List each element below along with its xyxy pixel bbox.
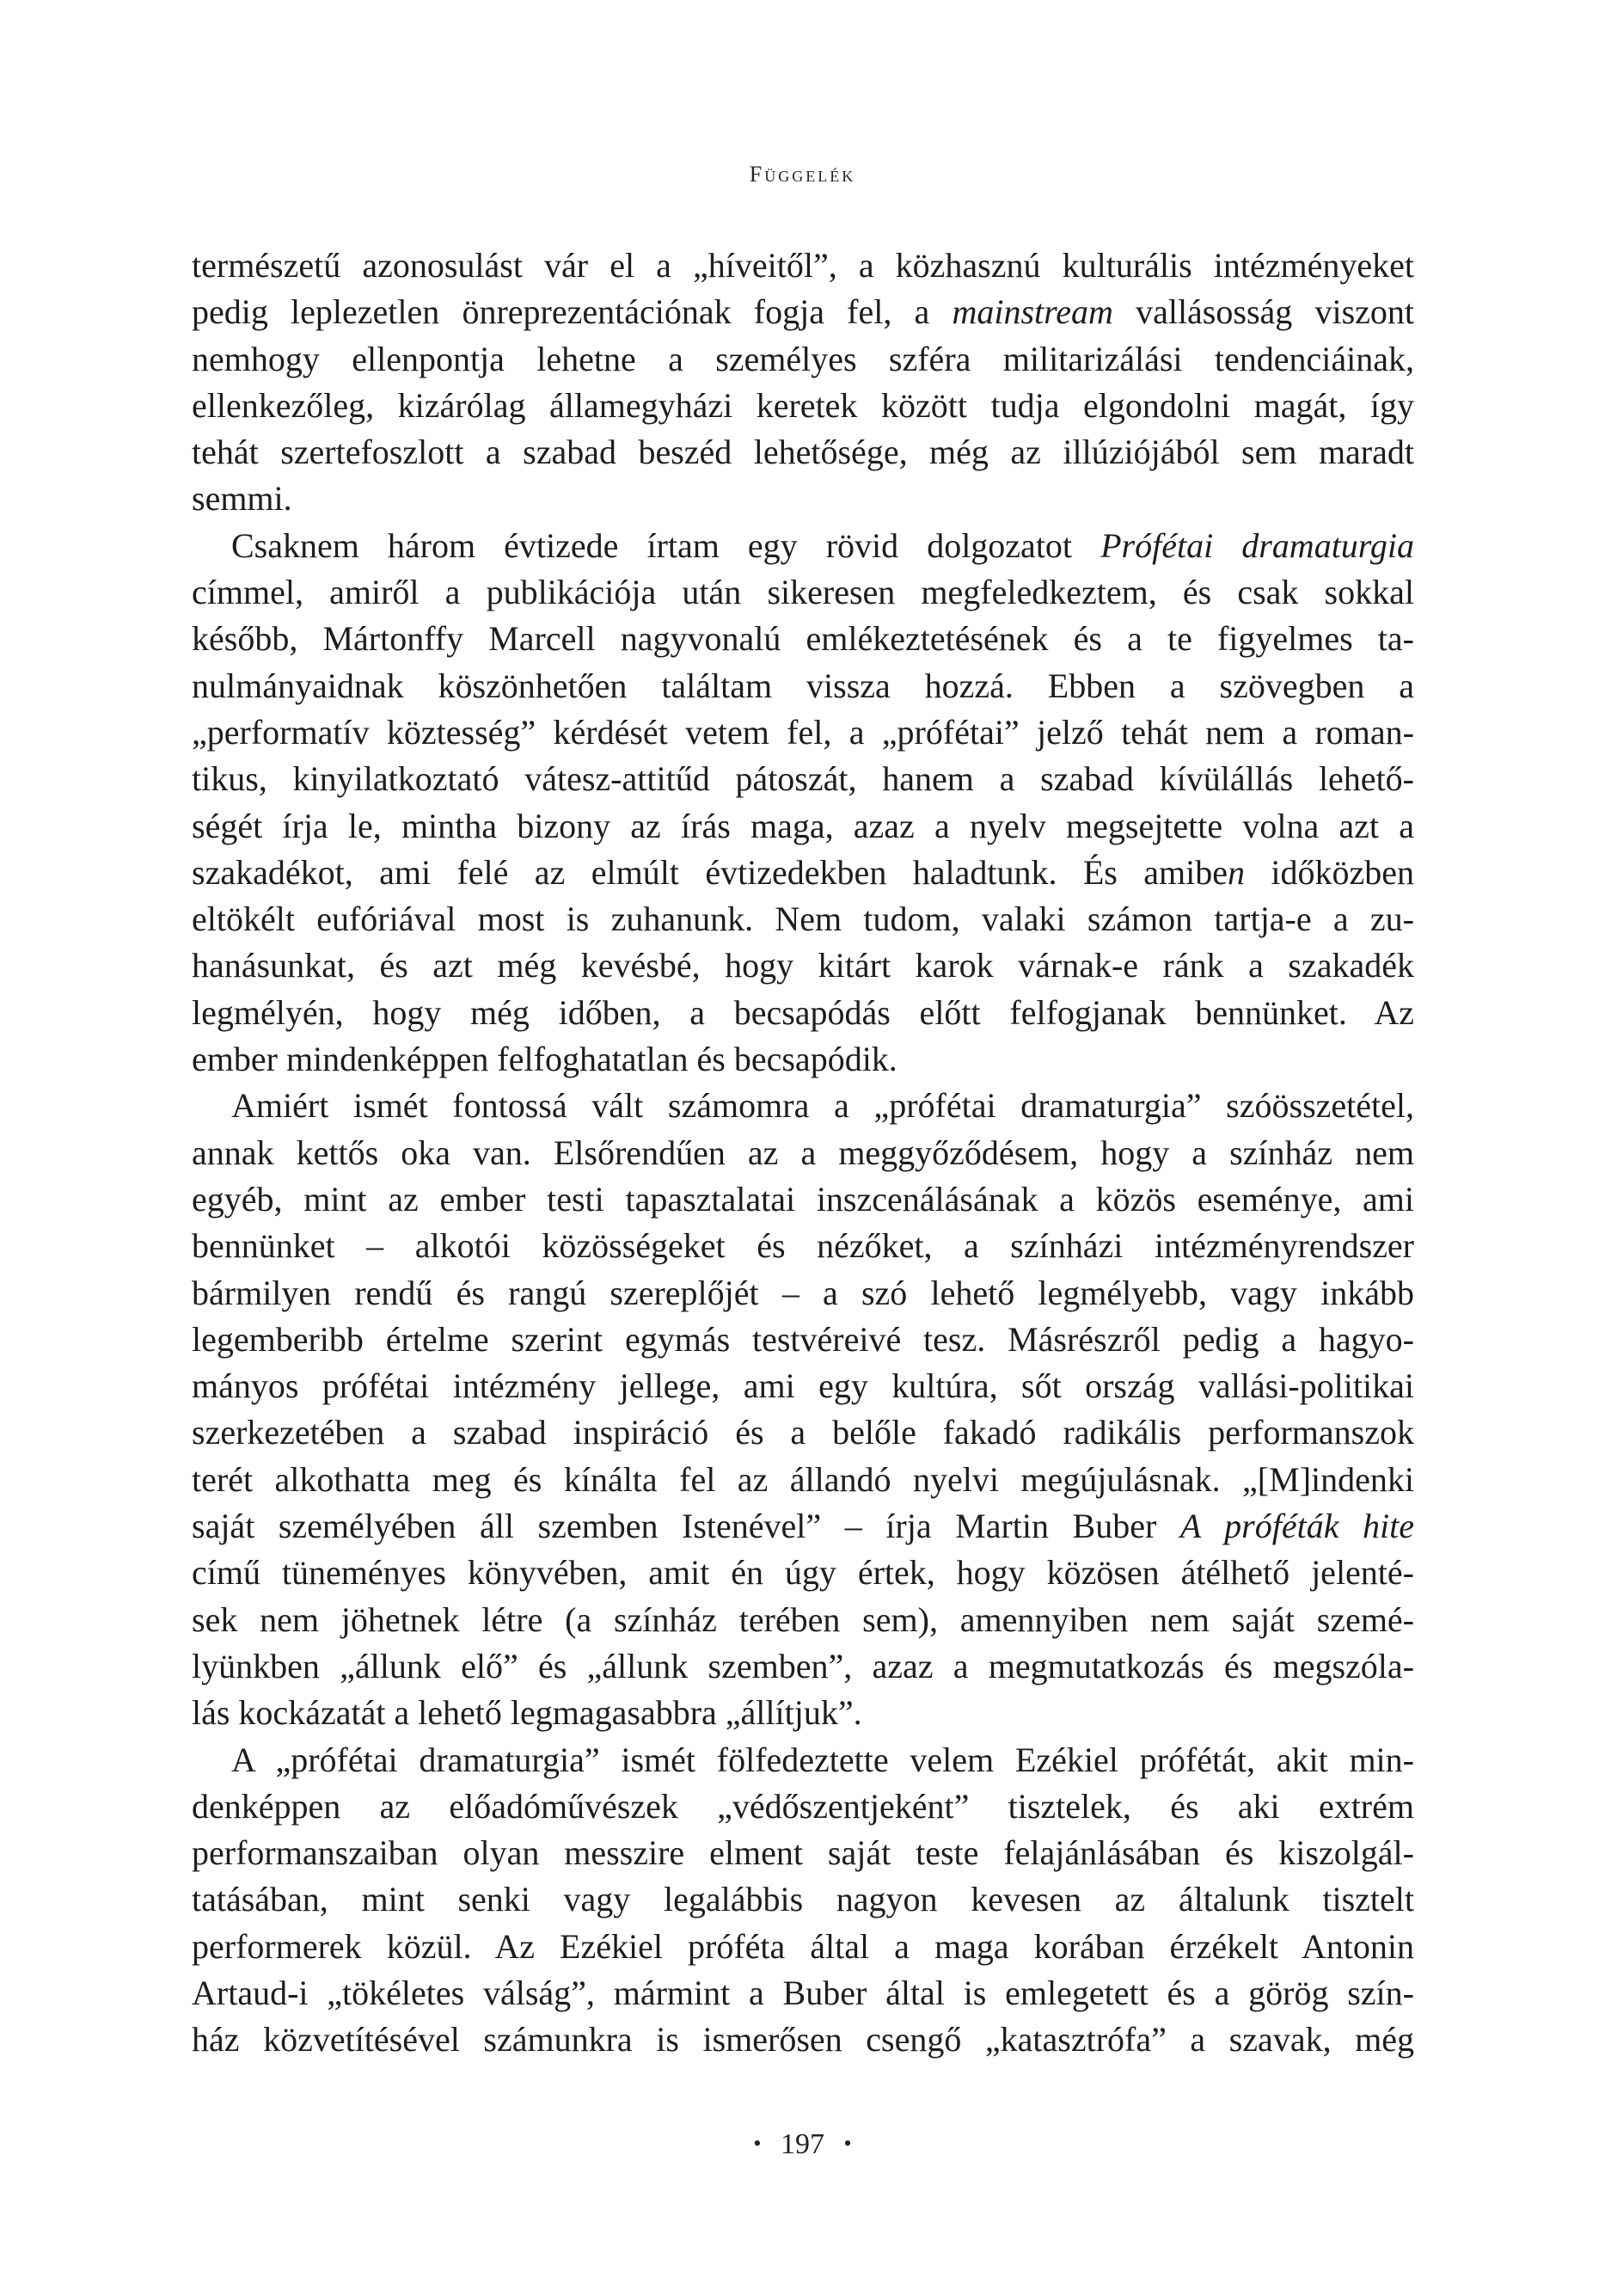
text-line [192, 1083, 1414, 1129]
text-segment: egyéb, mint az ember testi tapasztalatai inszcenálásának a közös eseménye, ami [192, 1179, 1414, 1219]
text-line [192, 1363, 1414, 1409]
text-segment: Artaud-i „tökéletes válság”, mármint a Buber által is emlegetett és a görög szín- [192, 1973, 1414, 2012]
text-line [192, 2017, 1414, 2063]
text-segment: vallásosság viszont [1112, 292, 1414, 332]
text-segment: ember mindenképpen felfoghatatlan és becsapódik. [192, 1040, 897, 1079]
text-segment: bennünket – alkotói közösségeket és nézőket, a színházi intézményrendszer [192, 1226, 1414, 1266]
text-line [192, 1270, 1414, 1317]
text-segment: Csaknem három évtizede írtam egy rövid dolgozatot [231, 525, 1101, 565]
text-line [192, 1036, 1414, 1083]
text-line [192, 1223, 1414, 1269]
text-segment: terét alkothatta meg és kínálta fel az állandó nyelvi megújulásnak. „[M]indenki [192, 1459, 1414, 1499]
text-segment: performanszaiban olyan messzire elment saját teste felajánlásában és kiszolgál- [192, 1833, 1414, 1873]
text-line [192, 1176, 1414, 1223]
text-segment: tehát szertefoszlott a szabad beszéd lehetősége, még az illúziójából sem maradt [192, 433, 1414, 472]
text-line [192, 523, 1414, 569]
text-line [192, 1130, 1414, 1176]
text-line [192, 1457, 1414, 1503]
text-segment: eltökélt eufóriával most is zuhanunk. Nem tudom, valaki számon tartja-e a zu- [192, 899, 1414, 939]
text-line [192, 616, 1414, 662]
text-line [192, 1503, 1414, 1550]
text-segment: legmélyén, hogy még időben, a becsapódás előtt felfogjanak bennünket. Az [192, 992, 1414, 1032]
text-line [192, 1550, 1414, 1596]
text-line [192, 663, 1414, 709]
text-segment: ségét írja le, mintha bizony az írás maga, azaz a nyelv megsejtette volna azt a [192, 806, 1414, 845]
text-line [192, 1876, 1414, 1923]
text-segment: legemberibb értelme szerint egymás testvéreivé tesz. Másrészről pedig a hagyo- [192, 1319, 1414, 1359]
text-segment: tikus, kinyilatkoztató vátesz-attitűd pátoszát, hanem a szabad kívülállás lehető- [192, 759, 1414, 799]
text-segment: szerkezetében a szabad inspiráció és a belőle fakadó radikális performanszok [192, 1413, 1414, 1452]
text-line [192, 1924, 1414, 1970]
text-line [192, 756, 1414, 802]
text-segment: mányos prófétai intézmény jellege, ami egy kultúra, sőt ország vallási-politikai [192, 1366, 1414, 1406]
text-segment: ellenkezőleg, kizárólag államegyházi keretek között tudja elgondolni magát, így [192, 385, 1414, 425]
text-line [192, 242, 1414, 289]
text-segment: időközben [1244, 852, 1414, 892]
text-line [192, 1737, 1414, 1783]
text-segment: természetű azonosulást vár el a „híveitől”, a közhasznú kulturális intézményeket [192, 246, 1414, 285]
text-line [192, 476, 1414, 522]
body-text [192, 242, 1414, 2064]
folio-number: 197 [781, 2128, 824, 2160]
text-segment: denképpen az előadóművészek „védőszentjeként” tisztelek, és aki extrém [192, 1786, 1414, 1826]
text-segment: című tüneményes könyvében, amit én úgy értek, hogy közösen átélhető jelenté- [192, 1553, 1414, 1593]
text-segment: pedig leplezetlen önreprezentációnak fogja fel, a [192, 292, 953, 332]
text-segment: „performatív köztesség” kérdését vetem fel, a „prófétai” jelző tehát nem a roman- [192, 712, 1414, 752]
italic-segment: A próféták hite [1179, 1507, 1414, 1546]
text-line [192, 383, 1414, 429]
italic-segment: Prófétai dramaturgia [1100, 525, 1414, 565]
text-segment: nulmányaidnak köszönhetően találtam vissza hozzá. Ebben a szövegben a [192, 666, 1414, 705]
text-line [192, 569, 1414, 616]
text-segment: ház közvetítésével számunkra is ismerősen csengő „katasztrófa” a szavak, még [192, 2020, 1414, 2060]
folio-bullet-left: • [753, 2131, 762, 2156]
text-line [192, 1317, 1414, 1363]
text-segment: saját személyében áll szemben Istenével” – írja Martin Buber [192, 1507, 1180, 1546]
text-segment: szakadékot, ami felé az elmúlt évtizedekben haladtunk. És amibe [192, 852, 1228, 892]
text-segment: később, Mártonffy Marcell nagyvonalú emlékeztetésének és a te figyelmes ta- [192, 619, 1414, 659]
text-line [192, 709, 1414, 756]
text-segment: címmel, amiről a publikációja után sikeresen megfeledkeztem, és csak sokkal [192, 573, 1414, 612]
text-segment: annak kettős oka van. Elsőrendűen az a meggyőződésem, hogy a színház nem [192, 1133, 1414, 1172]
text-line [192, 990, 1414, 1036]
text-segment: Amiért ismét fontossá vált számomra a „prófétai dramaturgia” szóösszetétel, [231, 1086, 1414, 1126]
text-line [192, 1597, 1414, 1643]
text-segment: hanásunkat, és azt még kevésbé, hogy kitárt karok várnak-e ránk a szakadék [192, 946, 1414, 985]
italic-segment: n [1227, 852, 1245, 892]
text-line [192, 1409, 1414, 1456]
text-line [192, 1643, 1414, 1690]
text-segment: lás kockázatát a lehető legmagasabbra „állítjuk”. [192, 1693, 862, 1733]
text-line [192, 1970, 1414, 2017]
text-line [192, 1690, 1414, 1736]
text-line [192, 896, 1414, 942]
folio-bullet-right: • [843, 2131, 852, 2156]
text-segment: tatásában, mint senki vagy legalábbis nagyon kevesen az általunk tisztelt [192, 1880, 1414, 1919]
text-segment: sek nem jöhetnek létre (a színház terében sem), amennyiben nem saját szemé- [192, 1599, 1414, 1639]
text-line [192, 850, 1414, 896]
text-segment: lyünkben „állunk elő” és „állunk szemben”, azaz a megmutatkozás és megszóla- [192, 1646, 1414, 1685]
text-line [192, 336, 1414, 383]
text-segment: nemhogy ellenpontja lehetne a személyes szféra militarizálási tendenciáinak, [192, 339, 1414, 378]
text-segment: bármilyen rendű és rangú szereplőjét – a szó lehető legmélyebb, vagy inkább [192, 1273, 1414, 1312]
running-header: Függelék [749, 162, 856, 187]
page-number [0, 2128, 1605, 2161]
text-line [192, 942, 1414, 989]
text-line [192, 1783, 1414, 1830]
text-line [192, 1830, 1414, 1876]
text-segment: A „prófétai dramaturgia” ismét fölfedeztette velem Ezékiel prófétát, akit min- [231, 1740, 1414, 1779]
italic-segment: mainstream [952, 292, 1113, 332]
text-segment: performerek közül. Az Ezékiel próféta által a maga korában érzékelt Antonin [192, 1926, 1414, 1966]
text-line [192, 803, 1414, 850]
text-segment: semmi. [192, 479, 292, 519]
text-line [192, 429, 1414, 476]
text-line [192, 289, 1414, 335]
